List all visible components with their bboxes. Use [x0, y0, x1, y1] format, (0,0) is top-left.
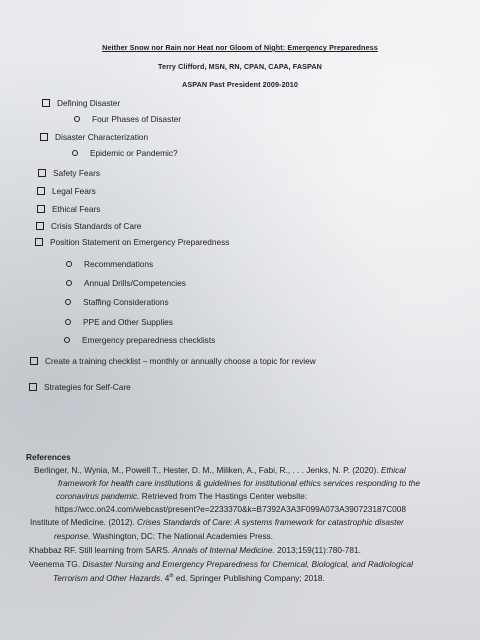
circle-bullet-icon	[64, 337, 70, 343]
outline-subitem-checklists	[64, 335, 215, 345]
reference-title: Terrorism and Other Hazards	[53, 573, 161, 583]
reference-1-url[interactable]	[55, 504, 406, 514]
reference-title: framework for health care institutions & guidelines for institutional ethics services responding to the	[58, 478, 421, 488]
outline-subitem-recommendations	[66, 259, 153, 269]
outline-item-ethical	[37, 204, 100, 214]
reference-text: ed. Springer Publishing Company; 2018.	[173, 573, 325, 583]
reference-text: Berlinger, N., Wynia, M., Powell T., Hester, D. M., Miliken, A., Fabi, R., . . . Jenks, N. P. (2020).	[34, 465, 381, 475]
checkbox-icon	[42, 99, 50, 107]
outline-item-selfcare	[29, 382, 131, 392]
checkbox-icon	[35, 238, 43, 246]
checkbox-icon	[29, 383, 37, 391]
outline-label: Legal Fears	[52, 186, 96, 196]
outline-label: Emergency preparedness checklists	[82, 335, 216, 345]
reference-url[interactable]: https://wcc.on24.com/webcast/present?e=2233370&k=B7392A3A3F099A073A390723187C008	[55, 504, 407, 514]
reference-1-line-3	[56, 491, 307, 501]
references-heading: References	[26, 452, 71, 462]
outline-item-crisis	[36, 221, 141, 231]
circle-bullet-icon	[65, 319, 71, 325]
outline-item-position	[35, 237, 229, 247]
outline-item-training	[30, 356, 316, 366]
outline-label: Four Phases of Disaster	[92, 114, 181, 124]
outline-label: Safety Fears	[53, 168, 101, 178]
ordinal-suffix: th	[169, 573, 174, 580]
reference-title: Disaster Nursing and Emergency Preparedness for Chemical, Biological, and Radiological	[82, 559, 414, 569]
outline-item-characterization	[40, 132, 148, 142]
circle-bullet-icon	[66, 280, 72, 286]
outline-label: Recommendations	[84, 259, 154, 269]
reference-2-line-1	[30, 517, 404, 527]
outline-label: Ethical Fears	[52, 204, 101, 214]
reference-4-line-1	[29, 559, 413, 569]
reference-1-line-2	[58, 478, 420, 488]
reference-4-line-2	[53, 573, 325, 583]
outline-item-safety	[38, 168, 100, 178]
reference-text: Veenema TG.	[29, 559, 83, 569]
outline-label: PPE and Other Supplies	[83, 317, 173, 327]
reference-title: coronavirus pandemic.	[56, 491, 140, 501]
reference-text: 2013;159(11):780-781.	[274, 545, 361, 555]
outline-label: Annual Drills/Competencies	[84, 278, 186, 288]
reference-text: Washington, DC: The National Academies Press.	[90, 531, 274, 541]
checkbox-icon	[30, 357, 38, 365]
outline-subitem-drills	[66, 278, 186, 288]
reference-text: . 4	[160, 573, 170, 583]
outline-item-legal	[37, 186, 96, 196]
author-line: Terry Clifford, MSN, RN, CPAN, CAPA, FASPAN	[158, 62, 322, 71]
outline-label: Position Statement on Emergency Preparedness	[50, 237, 230, 247]
circle-bullet-icon	[65, 299, 71, 305]
outline-label: Defining Disaster	[57, 98, 121, 108]
outline-label: Disaster Characterization	[55, 132, 149, 142]
reference-title: Crises Standards of Care: A systems framework for catastrophic disaster	[137, 517, 404, 527]
author-role: ASPAN Past President 2009-2010	[182, 80, 298, 89]
outline-label: Staffing Considerations	[83, 297, 169, 307]
reference-text: Institute of Medicine. (2012).	[30, 517, 137, 527]
outline-label: Create a training checklist – monthly or annually choose a topic for review	[45, 356, 316, 366]
outline-item-defining	[42, 98, 120, 108]
outline-subitem-ppe	[65, 317, 173, 327]
reference-title: response.	[54, 531, 91, 541]
reference-title: Ethical	[380, 465, 406, 475]
checkbox-icon	[36, 222, 44, 230]
outline-subitem-staffing	[65, 297, 169, 307]
circle-bullet-icon	[74, 116, 80, 122]
reference-2-line-2	[54, 531, 273, 541]
checkbox-icon	[38, 169, 46, 177]
outline-subitem-phases	[74, 114, 181, 124]
checkbox-icon	[40, 133, 48, 141]
reference-1-line-1	[34, 465, 406, 475]
checkbox-icon	[37, 187, 45, 195]
outline-subitem-epidemic	[72, 148, 178, 158]
reference-text: Retrieved from The Hastings Center website:	[139, 491, 308, 501]
circle-bullet-icon	[66, 261, 72, 267]
reference-3	[29, 545, 361, 555]
outline-label: Epidemic or Pandemic?	[90, 148, 178, 158]
checkbox-icon	[37, 205, 45, 213]
outline-label: Crisis Standards of Care	[51, 221, 142, 231]
reference-title: Annals of Internal Medicine.	[172, 545, 275, 555]
outline-label: Strategies for Self-Care	[44, 382, 131, 392]
circle-bullet-icon	[72, 150, 78, 156]
document-title: Neither Snow nor Rain nor Heat nor Gloom of Night: Emergency Preparedness	[102, 43, 378, 52]
reference-text: Khabbaz RF. Still learning from SARS.	[29, 545, 173, 555]
